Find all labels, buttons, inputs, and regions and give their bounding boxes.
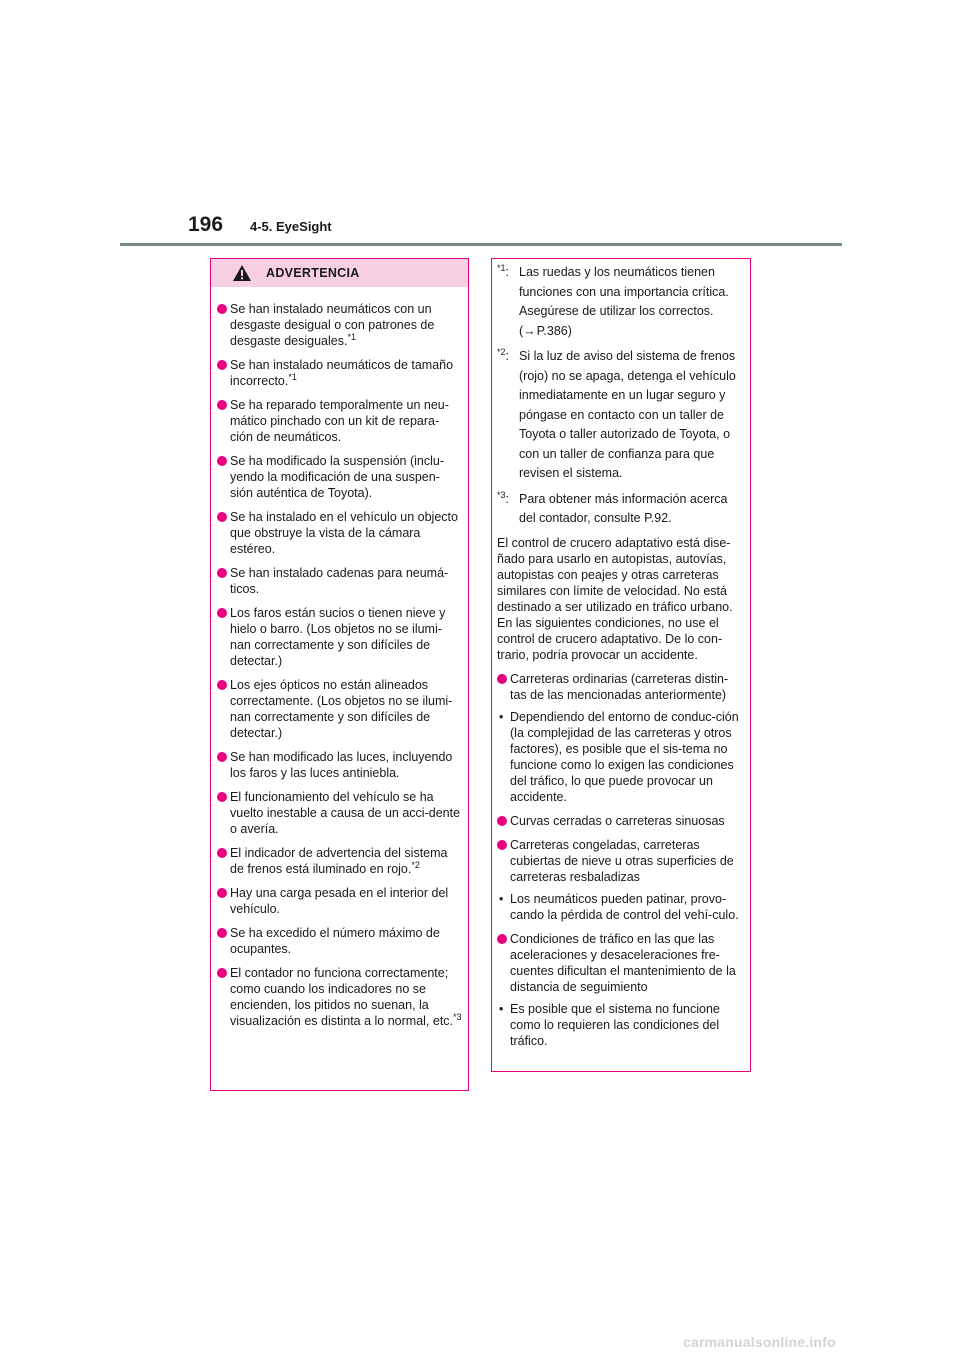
condition-sub-text: Los neumáticos pueden patinar, provo-cando la pérdida de control del vehí-culo. (510, 891, 739, 922)
warning-item-text: Hay una carga pesada en el interior del vehículo. (230, 886, 449, 916)
bullet-dot-icon (497, 816, 507, 826)
warning-item (217, 565, 462, 597)
warning-item-text: El contador no funciona correctamente; como cuando los indicadores no se encienden, los pitidos no suenan, la visualización es distinta a lo normal, etc. (230, 966, 454, 1028)
warning-item (217, 677, 462, 741)
bullet-dot-icon (497, 934, 507, 944)
warning-title: ADVERTENCIA (266, 266, 360, 280)
section-title: 4-5. EyeSight (250, 219, 332, 234)
condition-item (497, 931, 742, 995)
warning-triangle-icon (232, 264, 252, 282)
warning-item (217, 357, 462, 389)
sub-bullet-icon: • (499, 709, 504, 724)
warning-item (217, 301, 462, 349)
bullet-dot-icon (217, 888, 227, 898)
warning-item-text: Se han modificado las luces, incluyendo los faros y las luces antiniebla. (230, 750, 453, 780)
warning-item-text: Se ha instalado en el vehículo un objecto que obstruye la vista de la cámara estéreo. (230, 510, 458, 556)
bullet-dot-icon (217, 968, 227, 978)
footnote-mark: $^{*1}$: (497, 262, 509, 279)
bullet-dot-icon (217, 456, 227, 466)
footnote (497, 347, 742, 484)
watermark: carmanualsonline.info (683, 1334, 836, 1350)
warning-item-text: El funcionamiento del vehículo se ha vuelto inestable a causa de un acci-dente o avería. (230, 790, 461, 836)
bullet-dot-icon (217, 568, 227, 578)
footnote-text: Las ruedas y los neumáticos tienen funciones con una importancia crítica. Asegúrese de utilizar los correctos. (519, 265, 729, 318)
condition-sub-text: Es posible que el sistema no funcione como lo requieren las condiciones del tráfico. (510, 1001, 720, 1048)
condition-item (497, 837, 742, 885)
bullet-dot-icon (497, 840, 507, 850)
warning-item (217, 749, 462, 781)
footnote-text: Para obtener más información acerca del contador, consulte P.92. (519, 491, 728, 525)
warning-item-text: Se han instalado cadenas para neumá-ticos. (230, 566, 449, 596)
warning-list (211, 287, 468, 1029)
footnote-mark: $^{*2}$: (497, 346, 509, 363)
info-box (491, 258, 751, 1072)
bullet-dot-icon (217, 848, 227, 858)
warning-item (217, 789, 462, 837)
cruise-intro: El control de crucero adaptativo está dise-ñado para usarlo en autopistas, autovías, autopistas con peajes y otras carreteras similares con límite de velocidad. No está destinado a ser utilizado en tráfico urbano. En las siguientes condiciones, no use el control de crucero adaptativo. De lo con-trario, podría provocar un accidente. (497, 535, 733, 662)
bullet-dot-icon (217, 608, 227, 618)
warning-item (217, 845, 462, 877)
warning-item (217, 925, 462, 957)
footnote-ref: *1 (288, 371, 297, 382)
bullet-dot-icon (217, 400, 227, 410)
warning-item (217, 965, 462, 1029)
condition-item (497, 671, 742, 703)
bullet-dot-icon (217, 512, 227, 522)
footnote-ref: *2 (411, 859, 420, 870)
condition-text: Carreteras ordinarias (carreteras distin-tas de las mencionadas anteriormente) (510, 671, 729, 702)
footnote-ref: *1 (347, 331, 356, 342)
sub-bullet-icon: • (499, 891, 504, 906)
bullet-dot-icon (217, 360, 227, 370)
condition-sub-item (497, 709, 742, 805)
warning-item (217, 453, 462, 501)
warning-item-text: Se ha reparado temporalmente un neu-mático pinchado con un kit de repara-ción de neumáticos. (230, 398, 449, 444)
warning-item-text: Los faros están sucios o tienen nieve y hielo o barro. (Los objetos no se ilumi-nan correctamente y son difíciles de detectar.) (230, 606, 446, 668)
warning-item (217, 509, 462, 557)
warning-header (211, 259, 468, 287)
footnote-text: Si la luz de aviso del sistema de frenos (rojo) no se apaga, detenga el vehículo inmediatamente en un lugar seguro y póngase en contacto con un taller de Toyota o taller autorizado de Toyota, o con un taller de confianza para que revisen el sistema. (519, 349, 736, 480)
header-divider (120, 243, 842, 246)
footnote-mark-sup: *2 (497, 346, 506, 357)
sub-bullet-icon: • (499, 1001, 504, 1016)
warning-item (217, 885, 462, 917)
bullet-dot-icon (217, 680, 227, 690)
warning-item-text: Se han instalado neumáticos con un desgaste desigual o con patrones de desgaste desiguales. (230, 302, 435, 348)
footnote (497, 263, 742, 341)
warning-item (217, 397, 462, 445)
ref-open: ( (519, 323, 524, 338)
condition-sub-item (497, 1001, 742, 1049)
warning-item-text: Se han instalado neumáticos de tamaño incorrecto. (230, 358, 454, 388)
footnotes (497, 263, 742, 529)
warning-item-text: El indicador de advertencia del sistema de frenos está iluminado en rojo. (230, 846, 448, 876)
bullet-dot-icon (217, 928, 227, 938)
warning-box (210, 258, 469, 1091)
page-reference: P.386) (536, 323, 572, 338)
condition-sub-item (497, 891, 742, 923)
condition-text: Carreteras congeladas, carreteras cubiertas de nieve u otras superficies de carreteras resbaladizas (510, 837, 734, 884)
footnote-ref: *3 (453, 1011, 462, 1022)
warning-item-text: Los ejes ópticos no están alineados correctamente. (Los objetos no se ilumi-nan correctamente y son difíciles de detectar.) (230, 678, 453, 740)
conditions-list (497, 671, 742, 1049)
footnote-mark: $^{*3}$: (497, 489, 509, 506)
footnote-mark-sup: *1 (497, 262, 506, 273)
bullet-dot-icon (217, 304, 227, 314)
warning-item-text: Se ha modificado la suspensión (inclu-yendo la modificación de una suspen-sión auténtica de Toyota). (230, 454, 445, 500)
condition-text: Curvas cerradas o carreteras sinuosas (510, 813, 725, 828)
warning-item (217, 605, 462, 669)
condition-item (497, 813, 742, 829)
bullet-dot-icon (217, 792, 227, 802)
warning-item-text: Se ha excedido el número máximo de ocupantes. (230, 926, 440, 956)
footnote-mark-sup: *3 (497, 489, 506, 500)
bullet-dot-icon (497, 674, 507, 684)
footnote (497, 490, 742, 529)
page-number: 196 (188, 213, 224, 236)
condition-sub-text: Dependiendo del entorno de conduc-ción (la complejidad de las carreteras y otros factores), es posible que el sis-tema no funcione como lo exigen las condiciones del tráfico, lo que puede provocar un accidente. (510, 709, 739, 804)
bullet-dot-icon (217, 752, 227, 762)
arrow-right-icon: → (523, 323, 536, 338)
condition-text: Condiciones de tráfico en las que las aceleraciones y desaceleraciones fre-cuentes dificultan el mantenimiento de la distancia de seguimiento (510, 931, 736, 994)
